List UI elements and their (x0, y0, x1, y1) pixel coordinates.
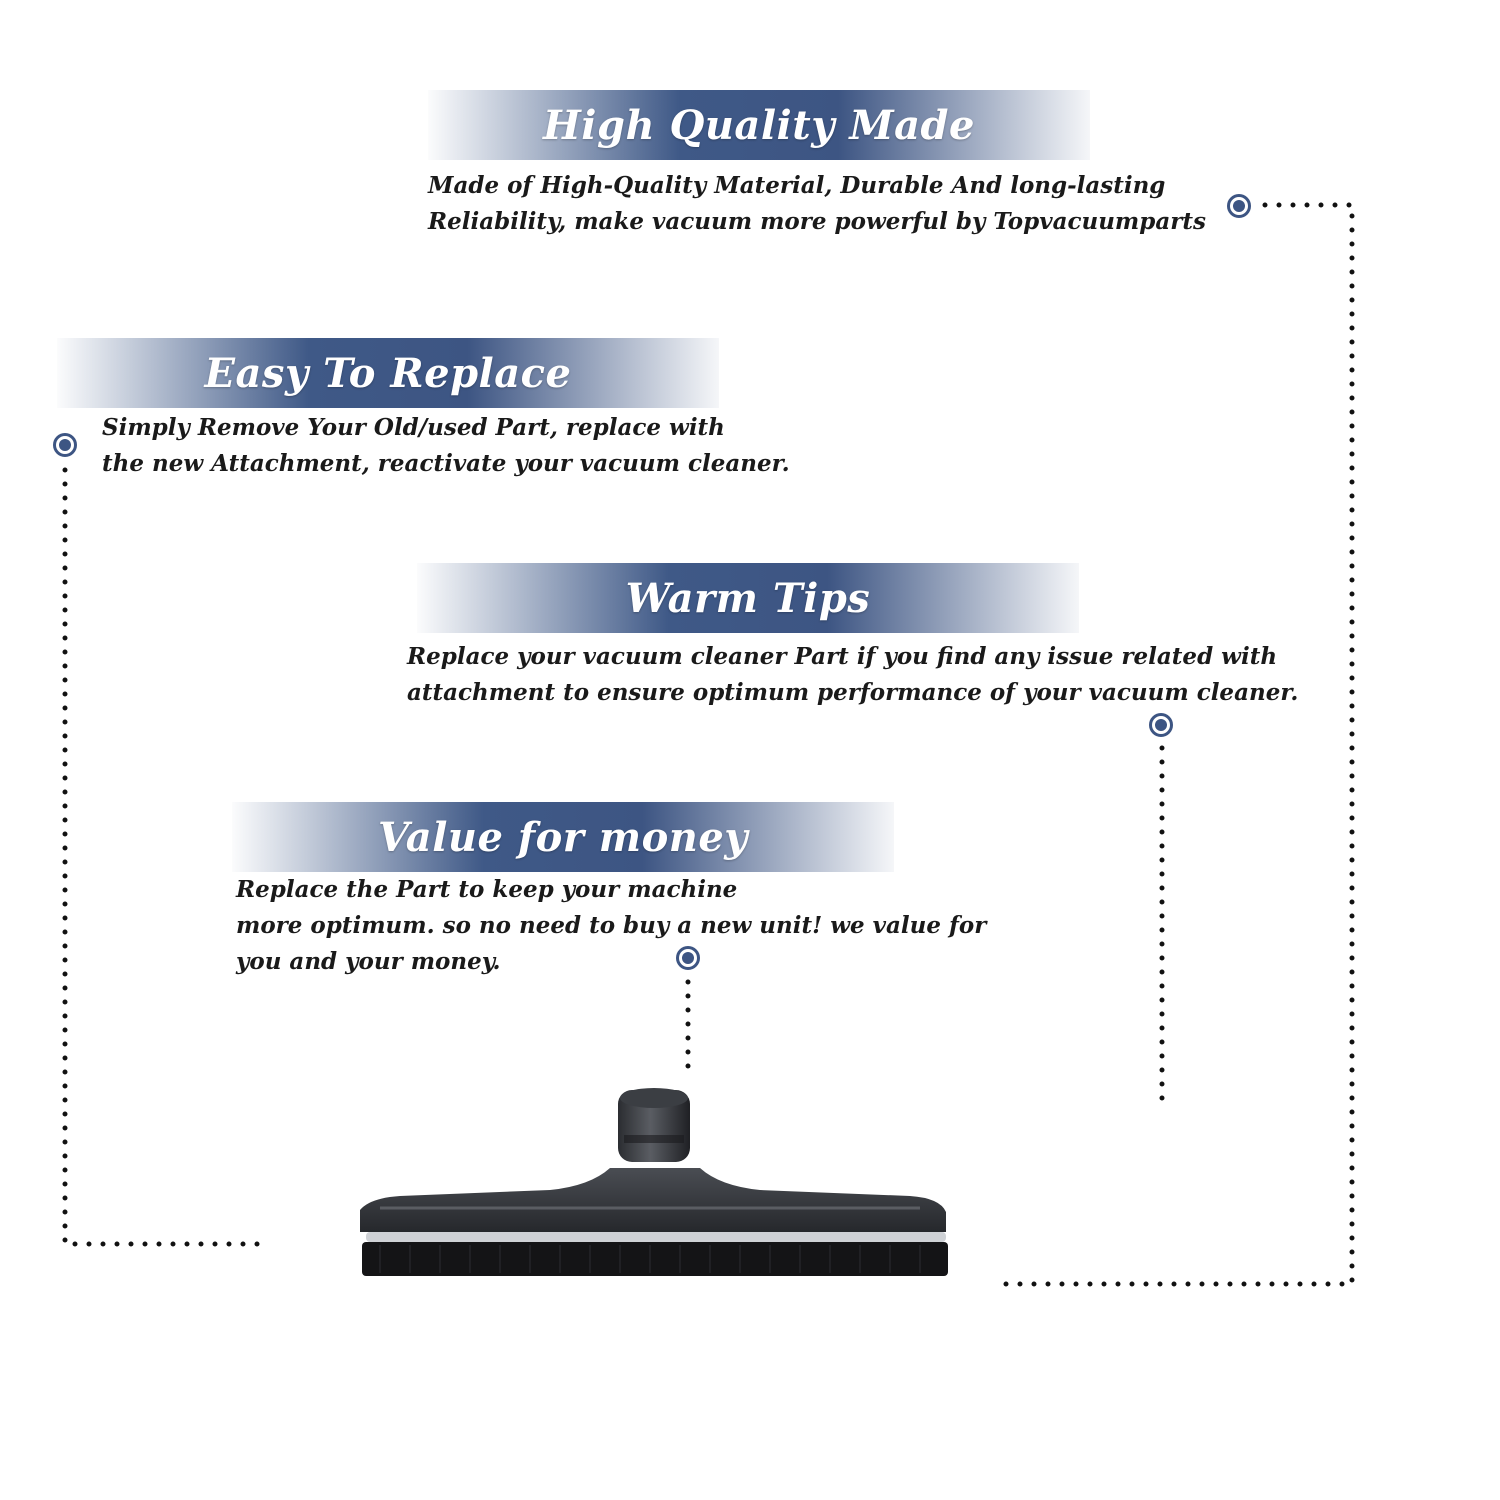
description-line: you and your money. (236, 948, 501, 975)
floor-brush-attachment-icon (340, 1080, 960, 1300)
description-value-money (236, 872, 986, 980)
section-title: Warm Tips (625, 574, 871, 622)
description-easy-replace (102, 410, 790, 482)
section-title: Easy To Replace (204, 349, 572, 397)
banner-high-quality (428, 90, 1090, 160)
description-line: the new Attachment, reactivate your vacuum cleaner. (102, 450, 790, 477)
description-line: attachment to ensure optimum performance of your vacuum cleaner. (407, 679, 1299, 706)
section-title: Value for money (377, 813, 749, 861)
bullet-icon (676, 946, 700, 970)
description-line: Replace your vacuum cleaner Part if you find any issue related with (407, 643, 1278, 670)
description-line: Replace the Part to keep your machine (236, 876, 738, 903)
description-line: Simply Remove Your Old/used Part, replace with (102, 414, 725, 441)
description-warm-tips (407, 639, 1298, 711)
description-line: more optimum. so no need to buy a new unit! we value for (236, 912, 987, 939)
banner-warm-tips (417, 563, 1079, 633)
description-line: Made of High-Quality Material, Durable And long-lasting (428, 172, 1166, 199)
bullet-icon (1149, 713, 1173, 737)
banner-value-money (232, 802, 894, 872)
section-title: High Quality Made (543, 101, 975, 149)
description-high-quality (428, 168, 1206, 240)
bullet-icon (53, 433, 77, 457)
connector-high-quality (1002, 205, 1352, 1284)
bullet-icon (1227, 194, 1251, 218)
banner-easy-replace (57, 338, 719, 408)
description-line: Reliability, make vacuum more powerful by Topvacuumparts (428, 208, 1206, 235)
